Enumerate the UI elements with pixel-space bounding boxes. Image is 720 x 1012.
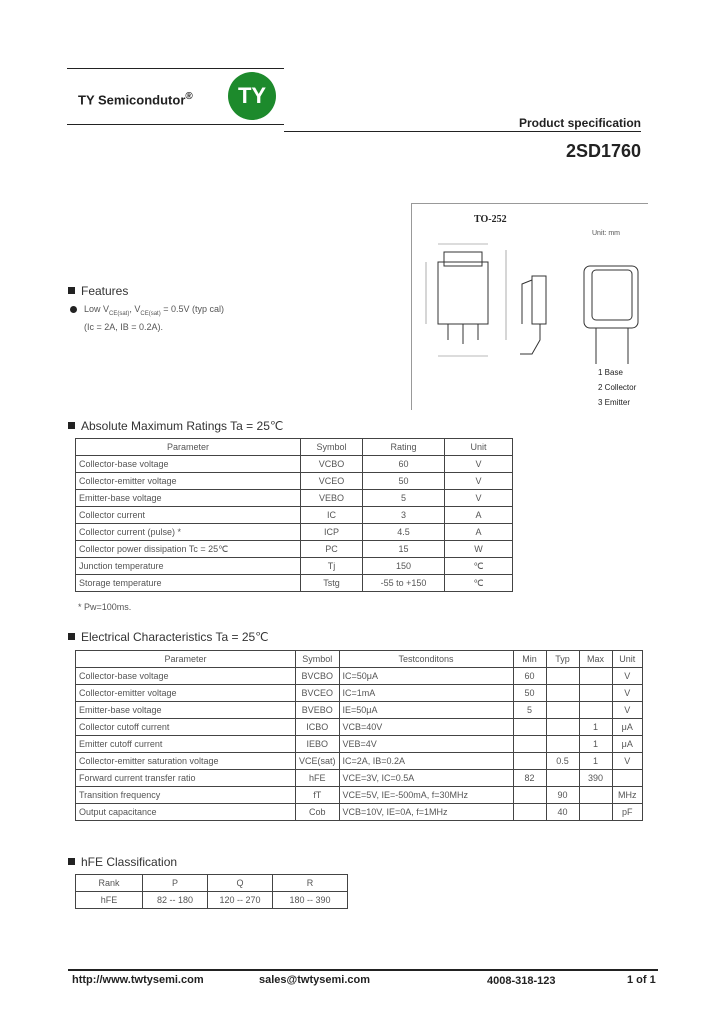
feature-line-2: (Ic = 2A, IB = 0.2A).: [84, 322, 164, 332]
table-row: Output capacitance Cob VCB=10V, IE=0A, f=1MHz 40 pF: [76, 804, 643, 821]
elec-heading: Electrical Characteristics Ta = 25℃: [68, 630, 269, 644]
header-top-rule: [67, 68, 284, 69]
table-row: Collector-emitter voltage BVCEO IC=1mA 50 V: [76, 685, 643, 702]
col-symbol: Symbol: [301, 439, 363, 456]
table-header-row: Rank P Q R: [76, 875, 348, 892]
table-row: Junction temperature Tj 150 ℃: [76, 558, 513, 575]
footer-page-number: 1 of 1: [627, 974, 656, 986]
col-rating: Rating: [363, 439, 445, 456]
table-row: Emitter-base voltage BVEBO IE=50μA 5 V: [76, 702, 643, 719]
table-row: Emitter-base voltage VEBO 5 V: [76, 490, 513, 507]
package-drawing: [411, 203, 648, 410]
col-parameter: Parameter: [76, 439, 301, 456]
part-number: 2SD1760: [565, 141, 641, 161]
brand-name: TY Semicondutor®: [78, 91, 193, 108]
table-row: Collector-emitter voltage VCEO 50 V: [76, 473, 513, 490]
product-spec-label: Product specification: [518, 116, 641, 130]
table-row: Storage temperature Tstg -55 to +150 ℃: [76, 575, 513, 592]
table-header-row: Parameter Symbol Testconditons Min Typ Max Unit: [76, 651, 643, 668]
footer-rule: [68, 969, 658, 971]
hfe-table: [75, 874, 348, 909]
table-row: Emitter cutoff current IEBO VEB=4V 1 μA: [76, 736, 643, 753]
header-right-rule: [284, 131, 641, 132]
hfe-heading: hFE Classification: [68, 855, 177, 869]
footer-email-link[interactable]: sales@twtysemi.com: [259, 974, 370, 986]
abs-max-table: [75, 438, 513, 592]
table-row: Transition frequency fT VCE=5V, IE=-500mA, f=30MHz 90 MHz: [76, 787, 643, 804]
table-row: Collector power dissipation Tc = 25℃ PC 15 W: [76, 541, 513, 558]
feature-bullet-icon: [70, 306, 77, 313]
footer-phone: 4008-318-123: [487, 975, 556, 987]
table-row: Collector current IC 3 A: [76, 507, 513, 524]
abs-max-heading: Absolute Maximum Ratings Ta = 25℃: [68, 419, 283, 433]
elec-table: [75, 650, 643, 821]
package-unit: Unit: mm: [592, 230, 620, 237]
header-bottom-rule: [67, 124, 284, 125]
table-row: Collector cutoff current ICBO VCB=40V 1 μA: [76, 719, 643, 736]
pin-label-emitter: 3 Emitter: [598, 398, 631, 407]
table-row: Collector-emitter saturation voltage VCE(sat) IC=2A, IB=0.2A 0.5 1 V: [76, 753, 643, 770]
abs-max-note: * Pw=100ms.: [78, 602, 132, 612]
feature-line-1: Low $V_{CE(sat)}$, $V_{CE(sat)} = 0.5V$ (typ cal): [84, 304, 224, 317]
col-unit: Unit: [445, 439, 513, 456]
ty-logo: TY: [228, 72, 276, 120]
pin-label-base: 1 Base: [598, 368, 623, 377]
pin-label-collector: 2 Collector: [598, 383, 637, 392]
package-outline-drawing: [412, 240, 648, 370]
table-row: hFE 82 -- 180 120 -- 270 180 -- 390: [76, 892, 348, 909]
table-row: Collector current (pulse) * ICP 4.5 A: [76, 524, 513, 541]
table-row: Collector-base voltage BVCBO IC=50μA 60 V: [76, 668, 643, 685]
table-row: Collector-base voltage VCBO 60 V: [76, 456, 513, 473]
footer-website-link[interactable]: http://www.twtysemi.com: [72, 974, 204, 986]
table-header-row: [76, 439, 513, 456]
table-row: Forward current transfer ratio hFE VCE=3V, IC=0.5A 82 390: [76, 770, 643, 787]
features-heading: Features: [68, 284, 128, 298]
package-name: TO-252: [474, 214, 507, 225]
